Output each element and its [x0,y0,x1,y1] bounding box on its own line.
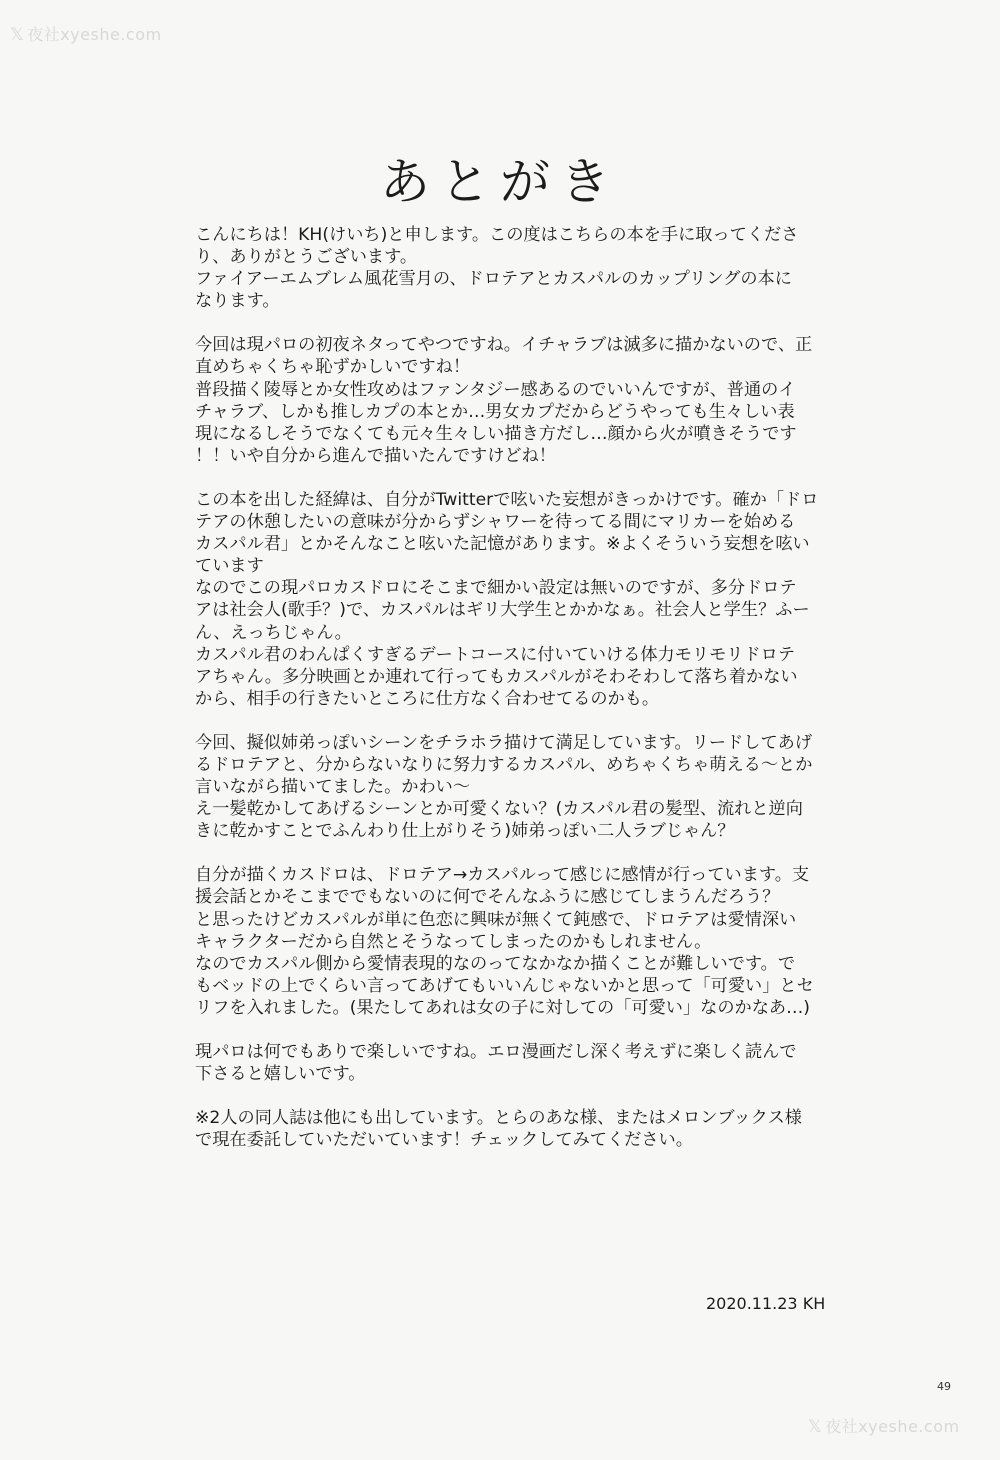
text-line: もベッドの上でくらい言ってあげてもいいんじゃないかと思って「可愛い」とセ [195,975,814,996]
text-line: リフを入れました。(果たしてあれは女の子に対しての「可愛い」なのかなあ…) [195,997,810,1018]
watermark-text: 夜社xyeshe.com [825,1417,960,1436]
x-logo-icon: 𝕏 [10,25,25,45]
text-line: と思ったけどカスパルが単に色恋に興味が無くて鈍感で、ドロテアは愛情深い [195,909,797,930]
text-line: カスパル君のわんぱくすぎるデートコースに付いていける体力モリモリドロテ [195,644,796,665]
text-line: ※2人の同人誌は他にも出しています。とらのあな様、またはメロンブックス様 [195,1108,802,1129]
text-line: カスパル君」とかそんなこと呟いた記憶があります。※よくそういう妄想を呟い [195,534,810,555]
text-line: 今回は現パロの初夜ネタってやつですね。イチャラブは滅多に描かないので、正 [195,335,813,356]
text-line: 言いながら描いてました。かわい～ [195,777,471,798]
text-line: こんにちは！KH(けいち)と申します。この度はこちらの本を手に取ってくださ [195,225,799,245]
x-logo-icon: 𝕏 [808,1417,823,1437]
text-line: 現になるしそうでなくても元々生々しい描き方だし…顔から火が噴きそうです [195,423,797,444]
text-line: 現パロは何でもありで楽しいですね。エロ漫画だし深く考えずに楽しく読んで [195,1042,797,1062]
text-line: きに乾かすことでふんわり仕上がりそう)姉弟っぽい二人ラブじゃん？ [195,821,735,842]
text-line: アちゃん。多分映画とか連れて行ってもカスパルがそわそわして落ち着かない [195,666,798,687]
text-line: チャラブ、しかも推しカプの本とか…男女カプだからどうやっても生々しい表 [195,401,795,422]
text-line: ファイアーエムブレム風花雪月の、ドロテアとカスパルのカップリングの本に [195,269,792,290]
paragraph [195,732,835,842]
paragraph [195,1107,835,1151]
watermark-text: 夜社xyeshe.com [27,25,162,44]
text-line: テアの休憩したいの意味が分からずシャワーを待ってる間にマリカーを始める [195,512,796,533]
text-line: 直めちゃくちゃ恥ずかしいですね！ [195,357,471,378]
text-line: るドロテアと、分からないなりに努力するカスパル、めちゃくちゃ萌える～とか [195,754,813,775]
text-line: なのでカスパル側から愛情表現的なのってなかなか描くことが難しいです。で [195,953,796,974]
paragraph [195,224,835,312]
text-line: から、相手の行きたいところに仕方なく合わせてるのかも。 [195,688,660,709]
text-line: 援会話とかそこまででもないのに何でそんなふうに感じてしまうんだろう？ [195,887,780,908]
text-line: 自分が描くカスドロは、ドロテア→カスパルって感じに感情が行っています。支 [195,865,810,886]
watermark-bottom [808,1414,960,1437]
text-line: この本を出した経緯は、自分がTwitterで呟いた妄想がきっかけです。確か「ドロ [195,489,819,510]
text-line: キャラクターだから自然とそうなってしまったのかもしれません。 [195,931,712,952]
paragraph [195,334,835,467]
watermark-top [10,22,162,45]
text-line: り、ありがとうございます。 [195,247,418,268]
paragraph [195,1041,835,1085]
text-line: 今回、擬似姉弟っぽいシーンをチラホラ描けて満足しています。リードしてあげ [195,732,813,753]
page-number: 49 [937,1380,951,1393]
signature-date: 2020.11.23 KH [706,1294,826,1313]
paragraph [195,489,835,710]
page-title: あとがき [380,152,620,211]
text-line: 下さると嬉しいです。 [195,1064,366,1085]
text-line: ています [195,556,264,577]
afterword-body [195,224,835,1173]
text-line: なのでこの現パロカスドロにそこまで細かい設定は無いのですが、多分ドロテ [195,578,797,599]
paragraph [195,864,835,1019]
text-line: ！！いや自分から進んで描いたんですけどね！ [195,445,556,466]
text-line: で現在委託していただいています！チェックしてみてください。 [195,1130,693,1151]
text-line: アは社会人(歌手？)で、カスパルはギリ大学生とかかなぁ。社会人と学生？ふー [195,600,810,621]
text-line: え一髪乾かしてあげるシーンとか可愛くない？(カスパル君の髪型、流れと逆向 [195,799,803,820]
text-line: ん、えっちじゃん。 [195,622,352,643]
text-line: 普段描く陵辱とか女性攻めはファンタジー感あるのでいいんですが、普通のイ [195,379,796,400]
text-line: なります。 [195,291,280,312]
